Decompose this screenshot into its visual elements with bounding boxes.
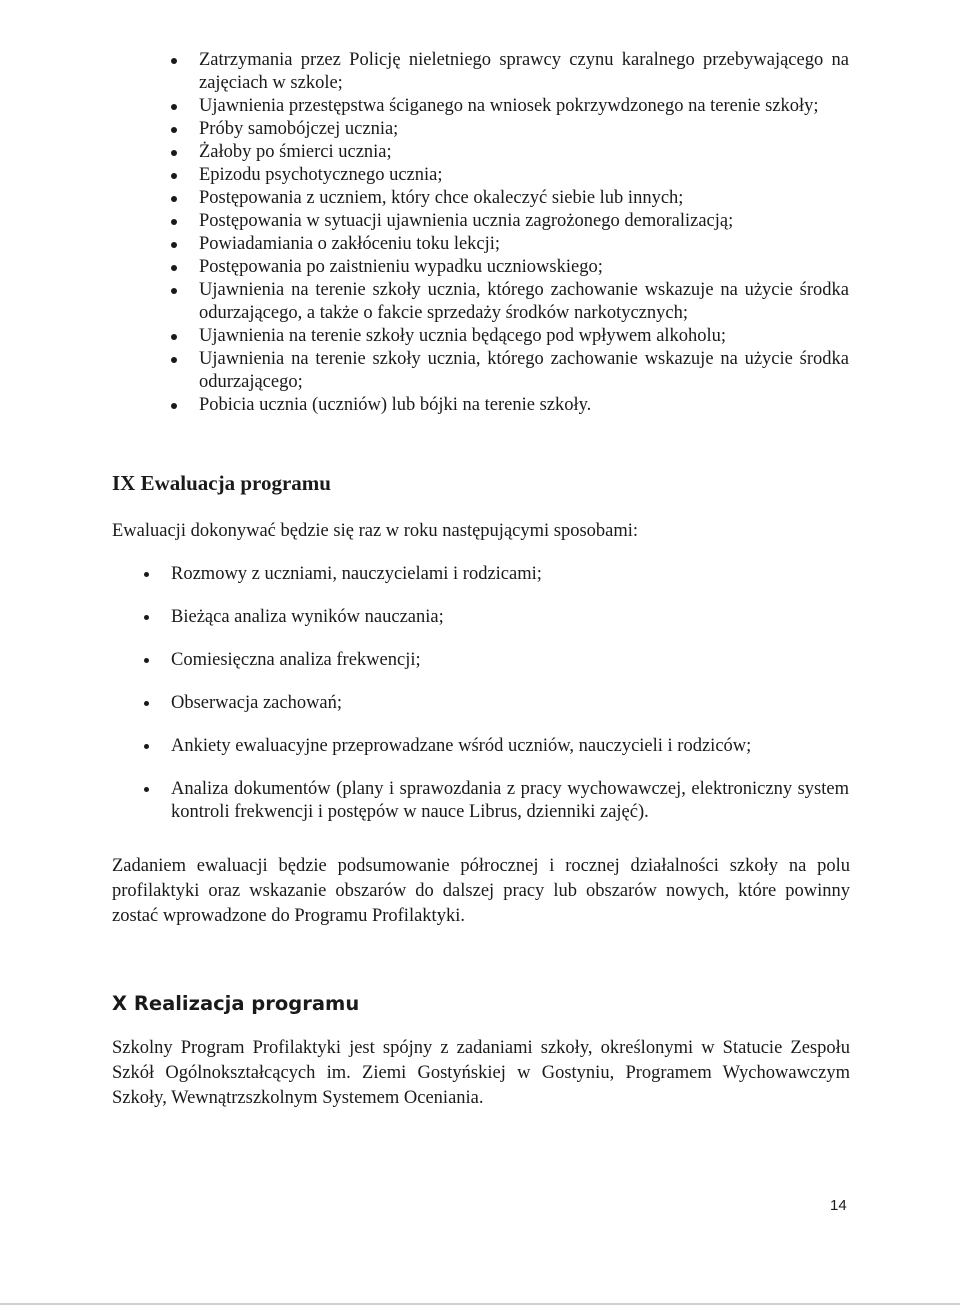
evaluation-summary: Zadaniem ewaluacji będzie podsumowanie półrocznej i rocznej działalności szkoły na polu profilaktyki oraz wskazanie obszarów do dalszej pracy lub obszarów nowych, które powinny zostać wprowadzone do Programu Profilaktyki.: [112, 856, 850, 926]
list-item: Postępowania w sytuacji ujawnienia ucznia zagrożonego demoralizacją;: [199, 210, 849, 233]
list-item: Ankiety ewaluacyjne przeprowadzane wśród uczniów, nauczycieli i rodziców;: [171, 735, 849, 758]
procedures-list: [199, 49, 849, 417]
list-item: Żałoby po śmierci ucznia;: [199, 141, 849, 164]
list-item: Rozmowy z uczniami, nauczycielami i rodzicami;: [171, 563, 849, 586]
list-item: Próby samobójczej ucznia;: [199, 118, 849, 141]
list-item: Ujawnienia na terenie szkoły ucznia będącego pod wpływem alkoholu;: [199, 325, 849, 348]
evaluation-methods-list: [171, 563, 849, 844]
list-item: Comiesięczna analiza frekwencji;: [171, 649, 849, 672]
section-ix-heading: IX Ewaluacja programu: [112, 471, 331, 495]
list-item: Ujawnienia na terenie szkoły ucznia, którego zachowanie wskazuje na użycie środka odurzającego;: [199, 349, 849, 392]
list-item: Postępowania po zaistnieniu wypadku uczniowskiego;: [199, 256, 849, 279]
list-item: Postępowania z uczniem, który chce okaleczyć siebie lub innych;: [199, 187, 849, 210]
section-x-heading: X Realizacja programu: [112, 992, 360, 1015]
evaluation-intro: Ewaluacji dokonywać będzie się raz w roku następującymi sposobami:: [112, 521, 639, 541]
list-item: Ujawnienia przestępstwa ściganego na wniosek pokrzywdzonego na terenie szkoły;: [199, 95, 849, 118]
list-item: Analiza dokumentów (plany i sprawozdania z pracy wychowawczej, elektroniczny system kontroli frekwencji i postępów w nauce Librus, dzienniki zajęć).: [171, 779, 849, 822]
page-number: 14: [830, 1197, 847, 1214]
list-item: Pobicia ucznia (uczniów) lub bójki na terenie szkoły.: [199, 394, 849, 417]
list-item: Zatrzymania przez Policję nieletniego sprawcy czynu karalnego przebywającego na zajęciach w szkole;: [199, 50, 849, 93]
realization-text: Szkolny Program Profilaktyki jest spójny z zadaniami szkoły, określonymi w Statucie Zespołu Szkół Ogólnokształcących im. Ziemi Gostyńskiej w Gostyniu, Programem Wychowawczym Szkoły, Wewnątrzszkolnym Systemem Oceniania.: [112, 1038, 850, 1108]
page-bottom-rule: [0, 1303, 960, 1305]
list-item: Powiadamiania o zakłóceniu toku lekcji;: [199, 233, 849, 256]
list-item: Obserwacja zachowań;: [171, 692, 849, 715]
list-item: Bieżąca analiza wyników nauczania;: [171, 606, 849, 629]
list-item: Ujawnienia na terenie szkoły ucznia, którego zachowanie wskazuje na użycie środka odurzającego, a także o fakcie sprzedaży środków narkotycznych;: [199, 280, 849, 323]
list-item: Epizodu psychotycznego ucznia;: [199, 164, 849, 187]
